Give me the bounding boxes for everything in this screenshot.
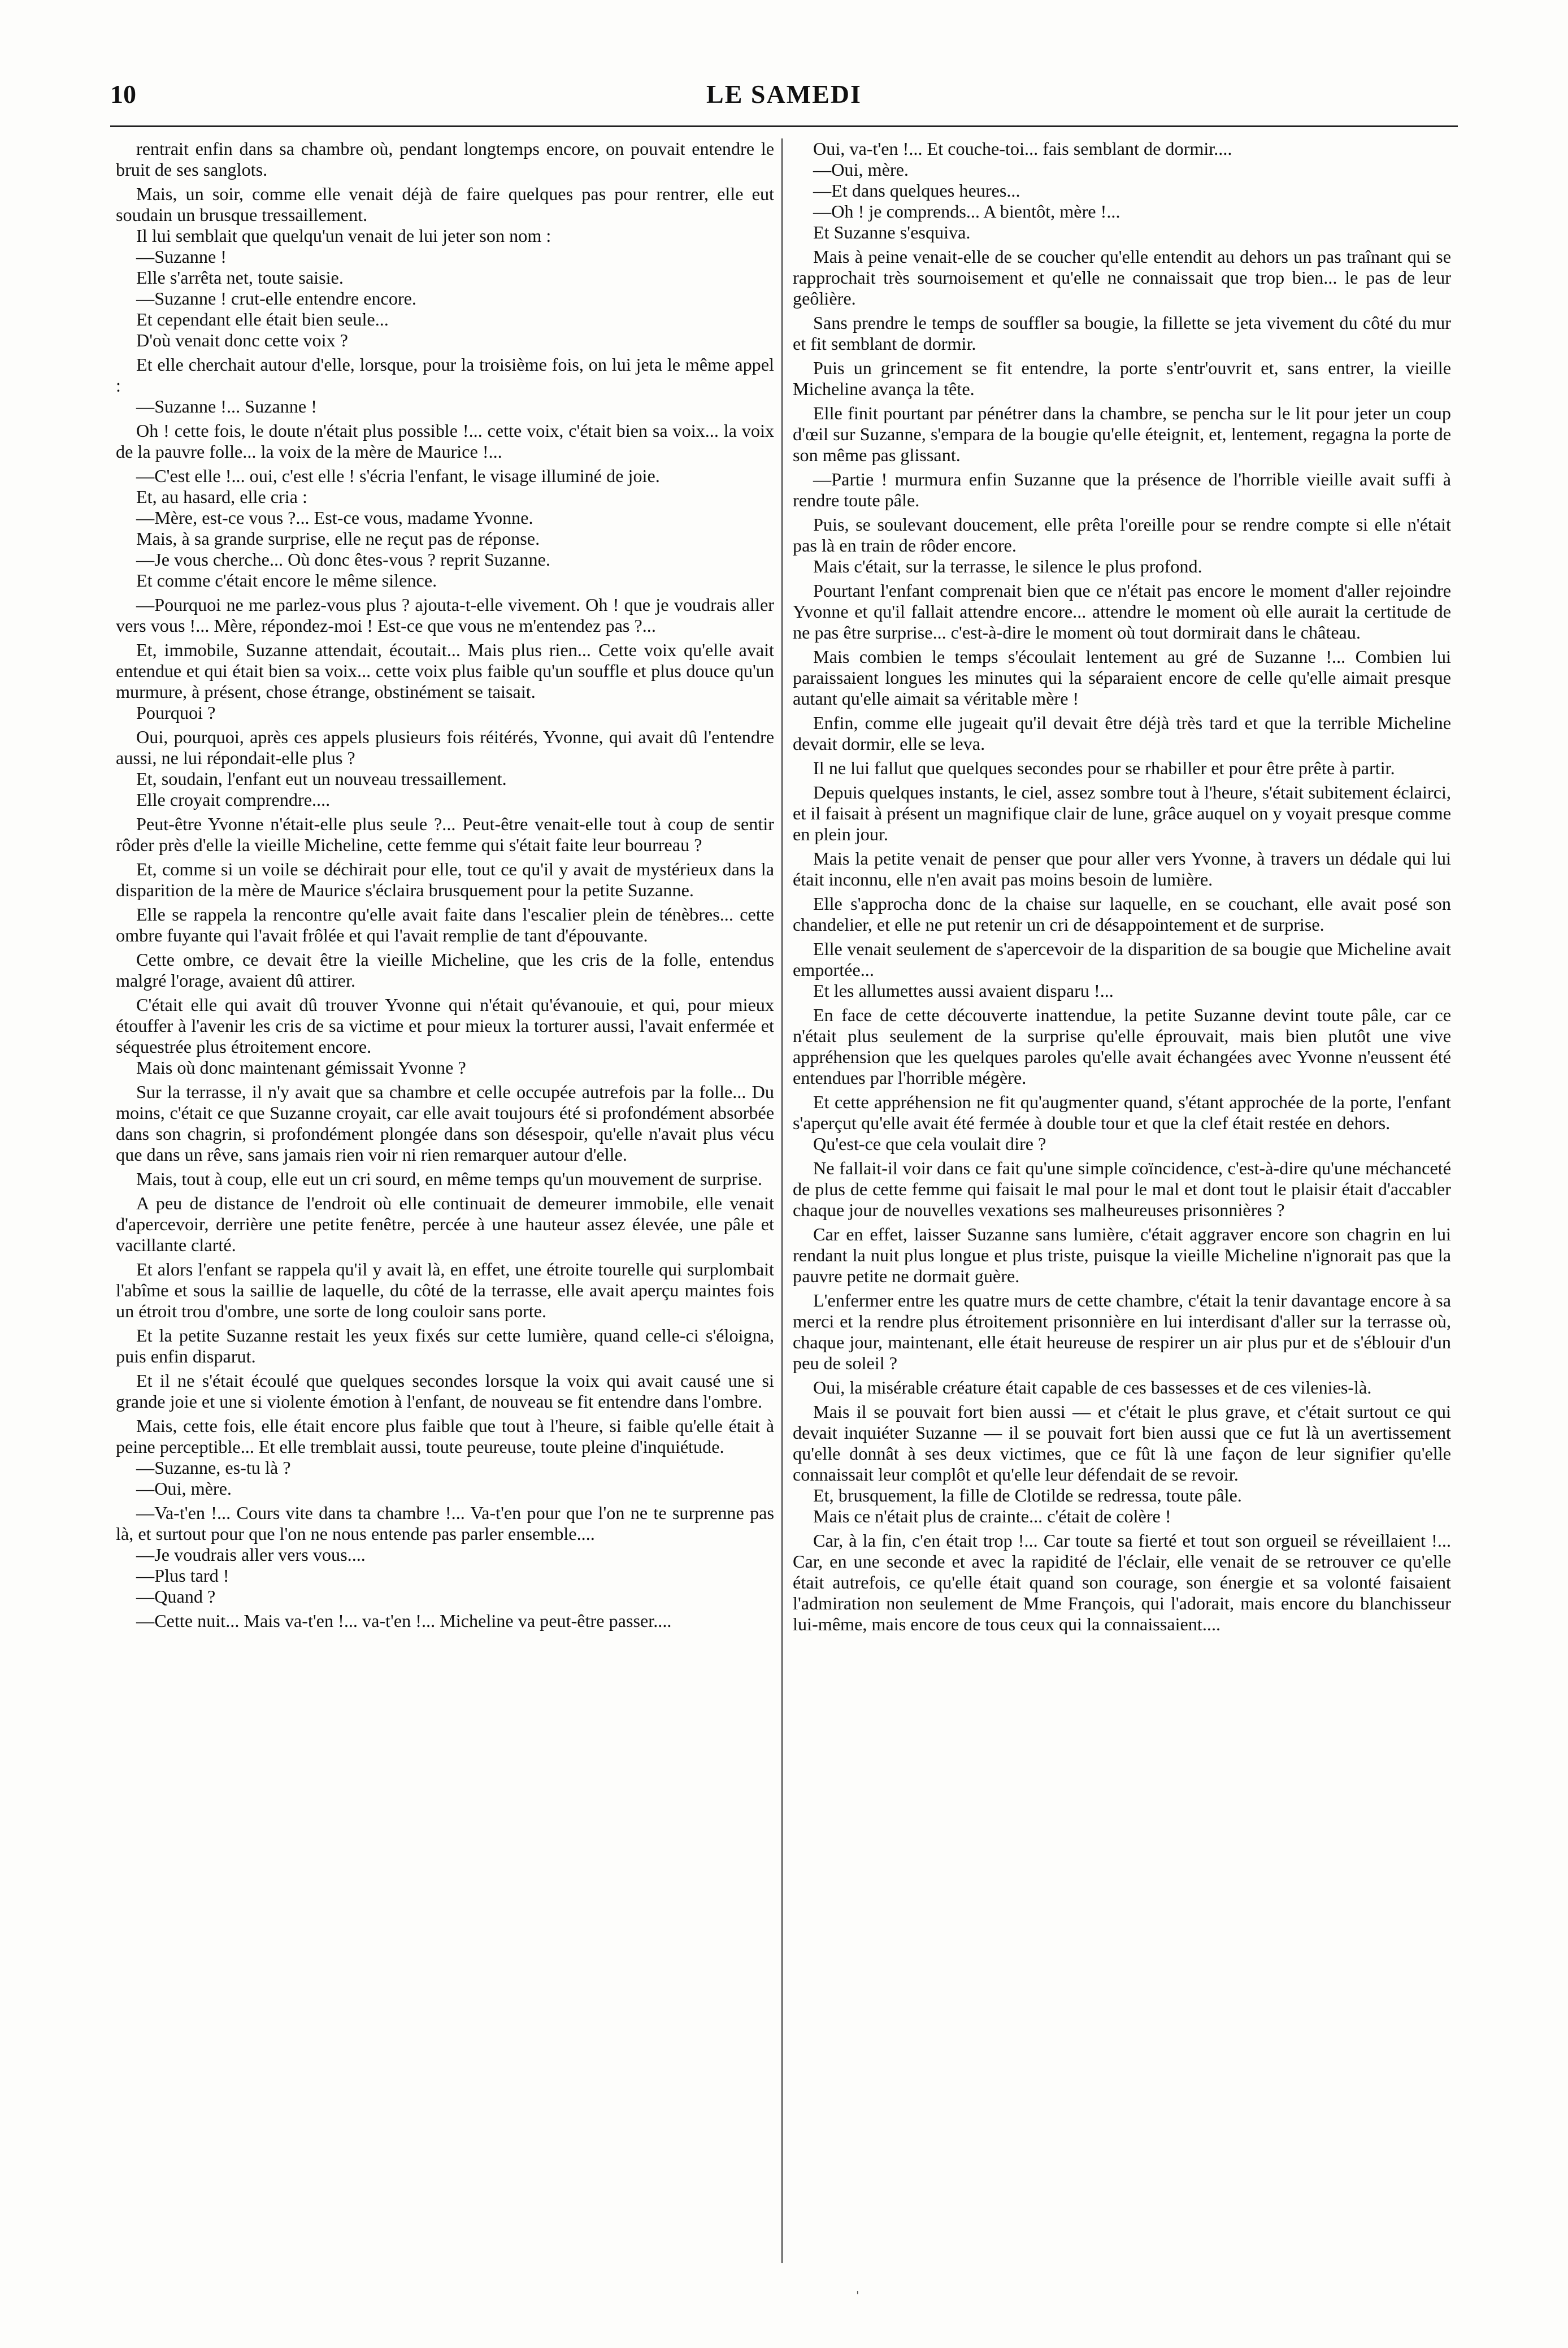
paragraph: —Oui, mère. xyxy=(136,1478,232,1499)
paragraph: —C'est elle !... oui, c'est elle ! s'écria l'enfant, le visage illuminé de joie. xyxy=(136,466,660,486)
paragraph: Et la petite Suzanne restait les yeux fixés sur cette lumière, quand celle-ci s'éloigna, puis enfin disparut. xyxy=(116,1325,774,1366)
paragraph: Et cependant elle était bien seule... xyxy=(136,309,389,329)
paragraph: —Je voudrais aller vers vous.... xyxy=(136,1544,366,1565)
paragraph: Mais combien le temps s'écoulait lentement au gré de Suzanne !... Combien lui paraissaient longues les minutes qui la séparaient encore de celle qu'elle aimait presque autant qu'elle aimait sa véritable mère ! xyxy=(793,646,1451,709)
paragraph: C'était elle qui avait dû trouver Yvonne qui n'était qu'évanouie, et qui, pour mieux étouffer à l'avenir les cris de sa victime et pour mieux la torturer aussi, l'avait enfermée et séquestrée plus étroitement encore. xyxy=(116,995,774,1057)
paragraph: Car en effet, laisser Suzanne sans lumière, c'était aggraver encore son chagrin en lui rendant la nuit plus longue et plus triste, puisque la vieille Micheline n'ignorait pas que la pauvre petite ne dormait guère. xyxy=(793,1224,1451,1286)
paragraph: —Suzanne ! crut-elle entendre encore. xyxy=(136,288,416,309)
header-rule xyxy=(110,125,1458,127)
paragraph: Mais à peine venait-elle de se coucher qu'elle entendit au dehors un pas traînant qui se rapprochait très sournoisement et qu'elle ne connaissait que trop bien... le pas de leur geôlière. xyxy=(793,246,1451,309)
paragraph: Mais la petite venait de penser que pour aller vers Yvonne, à travers un dédale qui lui était inconnu, elle n'en avait pas moins besoin de lumière. xyxy=(793,848,1451,889)
paragraph: Oui, pourquoi, après ces appels plusieurs fois réitérés, Yvonne, qui avait dû l'entendre aussi, ne lui répondait-elle plus ? xyxy=(116,727,774,768)
paragraph: Cette ombre, ce devait être la vieille Micheline, que les cris de la folle, entendus malgré l'orage, avaient dû attirer. xyxy=(116,949,774,991)
paragraph: Et elle cherchait autour d'elle, lorsque, pour la troisième fois, on lui jeta le même appel : xyxy=(116,354,774,396)
paragraph: Mais c'était, sur la terrasse, le silence le plus profond. xyxy=(813,556,1202,576)
paragraph: D'où venait donc cette voix ? xyxy=(136,330,348,350)
paragraph: —Pourquoi ne me parlez-vous plus ? ajouta-t-elle vivement. Oh ! que je voudrais aller vers vous !... Mère, répondez-moi ! Est-ce que vous ne m'entendez pas ?... xyxy=(116,594,774,636)
paragraph: rentrait enfin dans sa chambre où, pendant longtemps encore, on pouvait entendre le bruit de ses sanglots. xyxy=(116,138,774,180)
paragraph: Et les allumettes aussi avaient disparu !... xyxy=(813,980,1114,1001)
paragraph: —Oh ! je comprends... A bientôt, mère !... xyxy=(813,201,1120,222)
paragraph: Et, au hasard, elle cria : xyxy=(136,487,307,507)
paragraph: Et Suzanne s'esquiva. xyxy=(813,222,971,242)
paragraph: Et comme c'était encore le même silence. xyxy=(136,570,437,591)
paragraph: Mais, à sa grande surprise, elle ne reçut pas de réponse. xyxy=(136,528,540,549)
paragraph: Et, soudain, l'enfant eut un nouveau tressaillement. xyxy=(136,769,507,789)
paragraph: Peut-être Yvonne n'était-elle plus seule ?... Peut-être venait-elle tout à coup de sentir rôder près d'elle la vieille Micheline, cette femme qui s'était faite leur bourreau ? xyxy=(116,814,774,855)
paragraph: Elle croyait comprendre.... xyxy=(136,789,331,810)
page-number: 10 xyxy=(110,80,136,108)
paragraph: —Plus tard ! xyxy=(136,1565,229,1586)
paragraph: Oh ! cette fois, le doute n'était plus possible !... cette voix, c'était bien sa voix... la voix de la pauvre folle... la voix de la mère de Maurice !... xyxy=(116,420,774,462)
paragraph: —Et dans quelques heures... xyxy=(813,180,1020,201)
paragraph: Car, à la fin, c'en était trop !... Car toute sa fierté et tout son orgueil se réveillaient !... Car, en une seconde et avec la rapidité de l'éclair, elle venait de se retrouver ce qu'elle était autrefois, ce qu'elle était quand son courage, son énergie et sa volonté faisaient l'admiration non seulement de Mme François, qui l'adorait, mais encore du blanchisseur lui-même, mais encore de tous ceux qui la connaissaient.... xyxy=(793,1530,1451,1634)
paragraph: Pourtant l'enfant comprenait bien que ce n'était pas encore le moment d'aller rejoindre Yvonne et qu'il fallait attendre encore... attendre le moment où elle aurait la certitude de ne pas être surprise... c'est-à-dire le moment où tout dormirait dans le château. xyxy=(793,580,1451,643)
paragraph: Puis, se soulevant doucement, elle prêta l'oreille pour se rendre compte si elle n'était pas là en train de rôder encore. xyxy=(793,514,1451,555)
paragraph: L'enfermer entre les quatre murs de cette chambre, c'était la tenir davantage encore à sa merci et la rendre plus étroitement prisonnière en lui interdisant d'aller sur la terrasse où, chaque jour, maintenant, elle était heureuse de respirer un air plus pur et de s'éblouir d'un peu de soleil ? xyxy=(793,1290,1451,1373)
paragraph: Elle venait seulement de s'apercevoir de la disparition de sa bougie que Micheline avait emportée... xyxy=(793,939,1451,980)
paragraph: Mais, cette fois, elle était encore plus faible que tout à l'heure, si faible qu'elle était à peine perceptible... Et elle tremblait aussi, toute peureuse, toute pleine d'inquiétude. xyxy=(116,1416,774,1457)
printer-mark: ' xyxy=(856,2289,859,2302)
paragraph: Oui, la misérable créature était capable de ces bassesses et de ces vilenies-là. xyxy=(813,1377,1372,1397)
paragraph: Elle s'approcha donc de la chaise sur laquelle, en se couchant, elle avait posé son chandelier, et elle ne put retenir un cri de désappointement et de surprise. xyxy=(793,893,1451,935)
paragraph: —Je vous cherche... Où donc êtes-vous ? reprit Suzanne. xyxy=(136,549,550,570)
paragraph: Enfin, comme elle jugeait qu'il devait être déjà très tard et que la terrible Micheline devait dormir, elle se leva. xyxy=(793,713,1451,754)
paragraph: —Quand ? xyxy=(136,1586,216,1607)
paragraph: Sur la terrasse, il n'y avait que sa chambre et celle occupée autrefois par la folle... Du moins, c'était ce que Suzanne croyait, car elle avait toujours été si profondément absorbée dans son chagrin, si profondément plongée dans son désespoir, qu'elle n'avait plus vécu que dans un rêve, sans jamais rien voir ni rien remarquer autour d'elle. xyxy=(116,1082,774,1165)
paragraph: Qu'est-ce que cela voulait dire ? xyxy=(813,1134,1046,1154)
paragraph: Elle se rappela la rencontre qu'elle avait faite dans l'escalier plein de ténèbres... cette ombre fuyante qui l'avait frôlée et qui l'avait remplie de tant d'épouvante. xyxy=(116,904,774,945)
paragraph: Elle s'arrêta net, toute saisie. xyxy=(136,267,344,288)
paragraph: Sans prendre le temps de souffler sa bougie, la fillette se jeta vivement du côté du mur et fit semblant de dormir. xyxy=(793,313,1451,354)
paragraph: Pourquoi ? xyxy=(136,702,216,723)
left-column xyxy=(116,138,774,1631)
journal-title: LE SAMEDI xyxy=(706,80,862,108)
paragraph: —Va-t'en !... Cours vite dans ta chambre !... Va-t'en pour que l'on ne te surprenne pas là, et surtout pour que l'on ne nous entende pas parler ensemble.... xyxy=(116,1503,774,1544)
paragraph: —Suzanne ! xyxy=(136,246,227,267)
paragraph: Et, immobile, Suzanne attendait, écoutait... Mais plus rien... Cette voix qu'elle avait entendue et qui était bien sa voix... cette voix plus faible qu'un souffle et plus douce qu'un murmure, à présent, chose étrange, obstinément se taisait. xyxy=(116,640,774,702)
paragraph: —Cette nuit... Mais va-t'en !... va-t'en !... Micheline va peut-être passer.... xyxy=(136,1611,672,1631)
paragraph: —Partie ! murmura enfin Suzanne que la présence de l'horrible vieille avait suffi à rendre toute pâle. xyxy=(793,469,1451,510)
column-separator xyxy=(781,138,783,2263)
paragraph: Depuis quelques instants, le ciel, assez sombre tout à l'heure, s'était subitement éclairci, et il faisait à présent un magnifique clair de lune, grâce auquel on y voyait presque comme en plein jour. xyxy=(793,782,1451,844)
paragraph: Il lui semblait que quelqu'un venait de lui jeter son nom : xyxy=(136,225,551,246)
paragraph: Elle finit pourtant par pénétrer dans la chambre, se pencha sur le lit pour jeter un coup d'œil sur Suzanne, s'empara de la bougie qu'elle éteignit, et, lentement, regagna la porte de son même pas glissant. xyxy=(793,403,1451,465)
paragraph: En face de cette découverte inattendue, la petite Suzanne devint toute pâle, car ce n'était plus seulement de la surprise qu'elle éprouvait, mais bien plutôt une vive appréhension que les quelques paroles qu'elle avait échangées avec Yvonne n'eussent été entendues par l'horrible mégère. xyxy=(793,1005,1451,1088)
paragraph: —Mère, est-ce vous ?... Est-ce vous, madame Yvonne. xyxy=(136,507,533,528)
paragraph: —Suzanne !... Suzanne ! xyxy=(136,396,317,416)
paragraph: Ne fallait-il voir dans ce fait qu'une simple coïncidence, c'est-à-dire qu'une méchanceté de plus de cette femme qui faisait le mal pour le mal et dont tout le plaisir était d'accabler chaque jour de nouvelles vexations ses malheureuses prisonnières ? xyxy=(793,1158,1451,1220)
paragraph: Et alors l'enfant se rappela qu'il y avait là, en effet, une étroite tourelle qui surplombait l'abîme et sous la saillie de laquelle, du côté de la terrasse, elle avait aperçu maintes fois un étroit trou d'ombre, une sorte de long couloir sans porte. xyxy=(116,1259,774,1321)
paragraph: —Suzanne, es-tu là ? xyxy=(136,1457,291,1478)
paragraph: Mais ce n'était plus de crainte... c'était de colère ! xyxy=(813,1506,1171,1526)
page-header xyxy=(110,79,1458,119)
paragraph: Mais, un soir, comme elle venait déjà de faire quelques pas pour rentrer, elle eut soudain un brusque tressaillement. xyxy=(116,184,774,225)
paragraph: Et il ne s'était écoulé que quelques secondes lorsque la voix qui avait causé une si grande joie et une si violente émotion à l'enfant, de nouveau se fit entendre dans l'ombre. xyxy=(116,1370,774,1412)
right-column xyxy=(793,138,1451,1635)
paragraph: Et cette appréhension ne fit qu'augmenter quand, s'étant approchée de la porte, l'enfant s'aperçut qu'elle avait été fermée à double tour et que la clef était restée en dehors. xyxy=(793,1092,1451,1133)
paragraph: Mais où donc maintenant gémissait Yvonne ? xyxy=(136,1057,466,1078)
paragraph: Mais, tout à coup, elle eut un cri sourd, en même temps qu'un mouvement de surprise. xyxy=(136,1169,762,1189)
paragraph: Puis un grincement se fit entendre, la porte s'entr'ouvrit et, sans entrer, la vieille Micheline avança la tête. xyxy=(793,358,1451,399)
paragraph: A peu de distance de l'endroit où elle continuait de demeurer immobile, elle venait d'apercevoir, derrière une petite fenêtre, percée à une hauteur assez élevée, une pâle et vacillante clarté. xyxy=(116,1193,774,1255)
paragraph: Et, brusquement, la fille de Clotilde se redressa, toute pâle. xyxy=(813,1485,1242,1505)
paragraph: Mais il se pouvait fort bien aussi — et c'était le plus grave, et c'était surtout ce qui devait inquiéter Suzanne — il se pouvait fort bien aussi que ce fut là un avertissement qu'elle donnât à ses deux victimes, que ce fût là une façon de leur signifier qu'elle connaissait leur complôt et qu'elle leur défendait de se revoir. xyxy=(793,1401,1451,1485)
paragraph: Oui, va-t'en !... Et couche-toi... fais semblant de dormir.... xyxy=(813,138,1232,159)
paragraph: Et, comme si un voile se déchirait pour elle, tout ce qu'il y avait de mystérieux dans la disparition de la mère de Maurice s'éclaira brusquement pour la petite Suzanne. xyxy=(116,859,774,900)
paragraph: —Oui, mère. xyxy=(813,159,909,180)
paragraph: Il ne lui fallut que quelques secondes pour se rhabiller et pour être prête à partir. xyxy=(813,758,1395,778)
